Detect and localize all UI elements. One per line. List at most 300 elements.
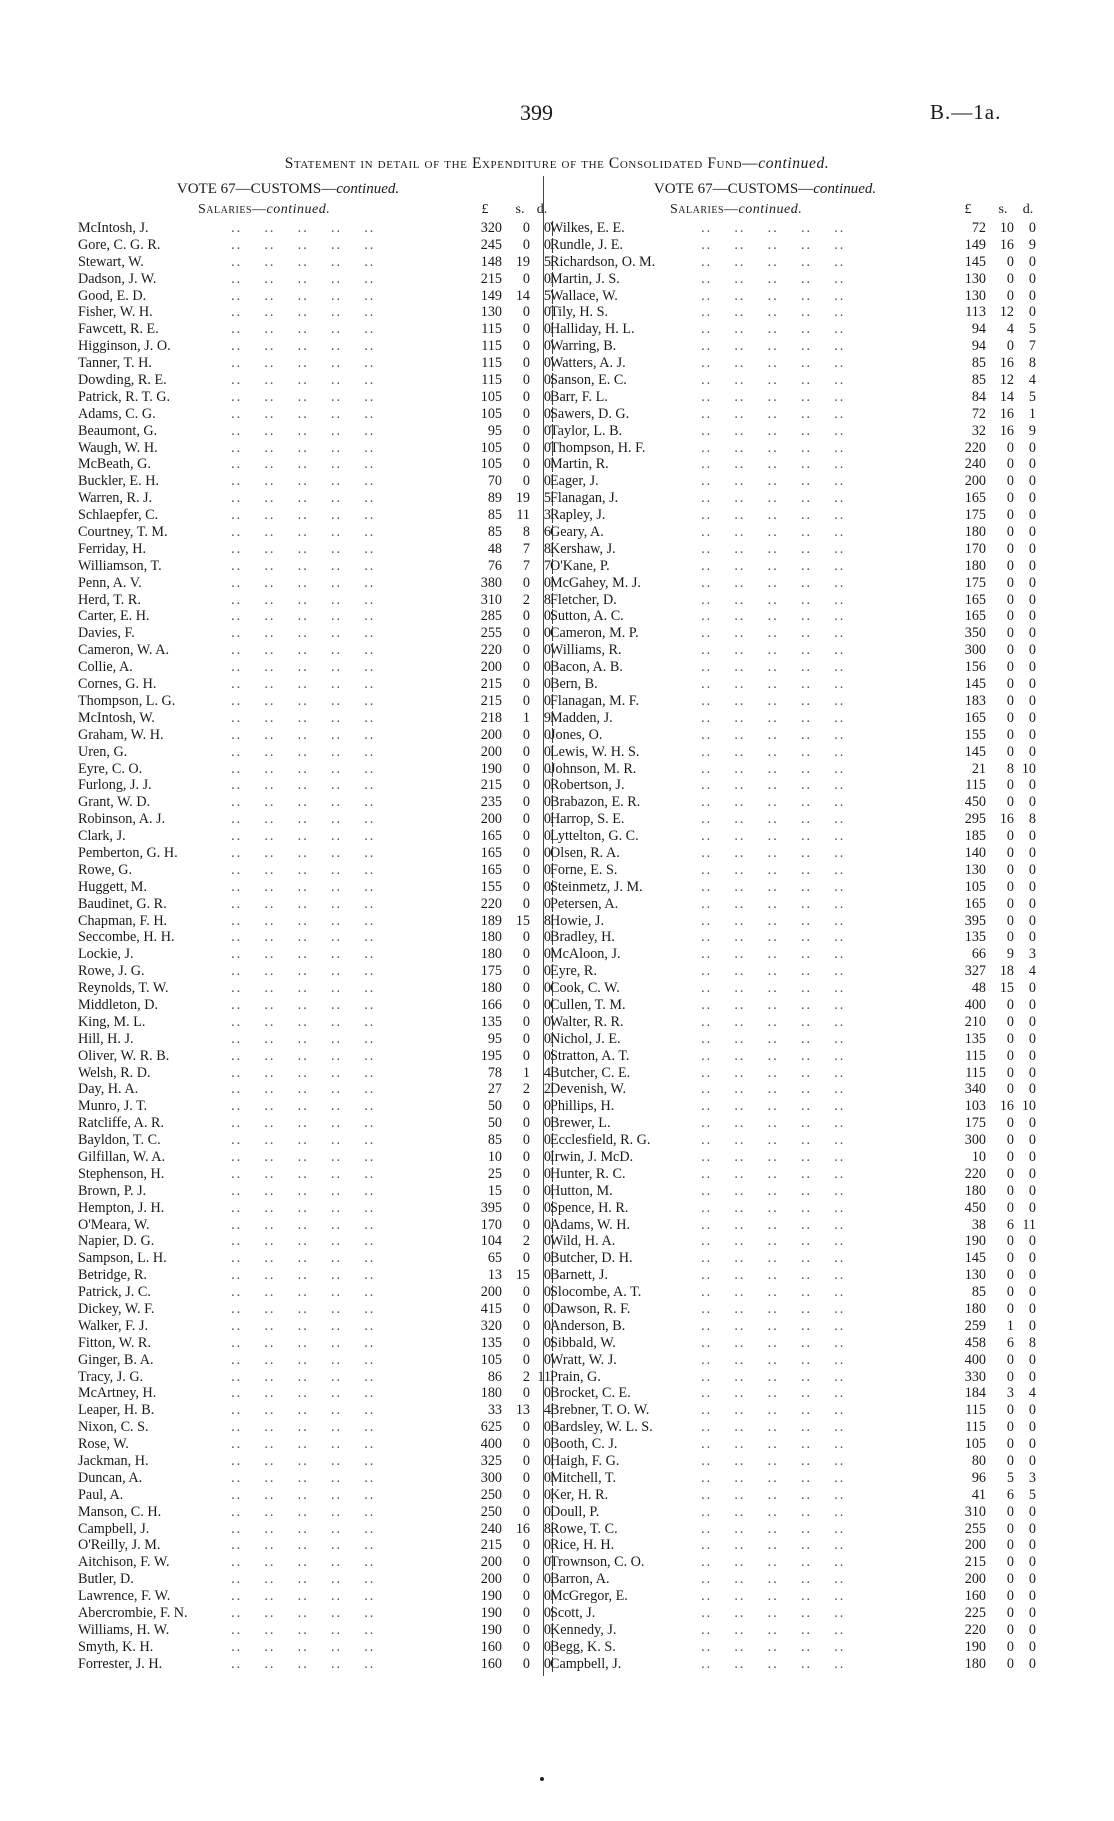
leader-dots: .. .. .. .. ..	[220, 1317, 376, 1334]
employee-name: Irwin, J. McD.	[550, 1148, 634, 1165]
amount-pence: 9	[1028, 236, 1036, 253]
amount-shillings: 0	[1006, 338, 1014, 355]
employee-name: Gore, C. G. R.	[78, 236, 161, 253]
amount-shillings: 14	[999, 388, 1014, 405]
table-row	[550, 692, 1036, 710]
amount-shillings: 0	[1006, 1233, 1014, 1250]
amount-pence: 0	[543, 726, 551, 743]
table-row	[550, 1655, 1036, 1673]
table-row	[550, 1469, 1036, 1487]
leader-dots: .. .. .. .. ..	[690, 1520, 846, 1537]
leader-dots: .. .. .. .. ..	[220, 861, 376, 878]
employee-name: Ferriday, H.	[78, 540, 147, 557]
amount-pounds: 155	[480, 878, 502, 895]
amount-pounds: 105	[480, 388, 502, 405]
amount-shillings: 0	[522, 1030, 530, 1047]
employee-name: Eager, J.	[550, 473, 599, 490]
leader-dots: .. .. .. .. ..	[690, 591, 846, 608]
amount-pounds: 200	[964, 473, 986, 490]
amount-shillings: 0	[522, 1503, 530, 1520]
employee-name: Prain, G.	[550, 1368, 601, 1385]
employee-name: Higginson, J. O.	[78, 338, 171, 355]
table-row	[78, 1605, 551, 1622]
amount-shillings: 0	[522, 1317, 530, 1334]
leader-dots: .. .. .. .. ..	[690, 726, 846, 743]
amount-pounds: 105	[480, 456, 502, 473]
amount-pounds: 200	[480, 659, 502, 676]
amount-pounds: 200	[480, 1571, 502, 1588]
amount-shillings: 0	[1006, 524, 1014, 541]
amount-shillings: 0	[522, 304, 530, 321]
left-section-label: Salaries—	[198, 202, 267, 217]
leader-dots: .. .. .. .. ..	[690, 1098, 846, 1115]
right-salary-list	[550, 220, 1036, 1673]
table-row	[550, 1081, 1036, 1098]
amount-shillings: 0	[1006, 253, 1014, 270]
table-row	[78, 1419, 551, 1436]
amount-pounds: 400	[964, 996, 986, 1013]
amount-shillings: 0	[1006, 692, 1014, 709]
amount-pence: 5	[1028, 388, 1036, 405]
table-row	[550, 1368, 1036, 1386]
leader-dots: .. .. .. .. ..	[690, 895, 846, 912]
table-row	[78, 1081, 551, 1098]
leader-dots: .. .. .. .. ..	[690, 473, 846, 490]
amount-pence: 0	[543, 405, 551, 422]
amount-shillings: 0	[1006, 1503, 1014, 1520]
table-row	[78, 1621, 551, 1639]
amount-shillings: 0	[522, 929, 530, 946]
amount-pence: 0	[543, 338, 551, 355]
table-row	[78, 777, 551, 794]
amount-pence: 8	[543, 591, 551, 608]
amount-pounds: 200	[480, 726, 502, 743]
employee-name: Middleton, D.	[78, 996, 158, 1013]
leader-dots: .. .. .. .. ..	[220, 287, 376, 304]
amount-pence: 10	[1021, 760, 1036, 777]
employee-name: Martin, R.	[550, 456, 609, 473]
amount-pounds: 165	[964, 591, 986, 608]
amount-shillings: 0	[1006, 608, 1014, 625]
amount-shillings: 0	[1006, 1436, 1014, 1453]
employee-name: McGahey, M. J.	[550, 574, 641, 591]
employee-name: Tanner, T. H.	[78, 355, 152, 372]
amount-pounds: 85	[487, 507, 502, 524]
leader-dots: .. .. .. .. ..	[220, 1520, 376, 1537]
amount-pounds: 113	[965, 304, 986, 321]
leader-dots: .. .. .. .. ..	[690, 321, 846, 338]
table-row	[550, 1047, 1036, 1065]
amount-pence: 9	[543, 709, 551, 726]
leader-dots: .. .. .. .. ..	[690, 608, 846, 625]
amount-pence: 0	[543, 844, 551, 861]
leader-dots: .. .. .. .. ..	[690, 1284, 846, 1301]
amount-pence: 0	[1028, 439, 1036, 456]
table-row	[78, 709, 551, 727]
leader-dots: .. .. .. .. ..	[690, 405, 846, 422]
employee-name: Brewer, L.	[550, 1115, 611, 1132]
employee-name: Patrick, J. C.	[78, 1284, 151, 1301]
amount-pence: 0	[1028, 642, 1036, 659]
employee-name: Stephenson, H.	[78, 1165, 165, 1182]
amount-pounds: 300	[964, 1132, 986, 1149]
amount-shillings: 0	[522, 811, 530, 828]
amount-shillings: 4	[1006, 321, 1014, 338]
amount-shillings: 5	[1006, 1469, 1014, 1486]
employee-name: Warren, R. J.	[78, 490, 153, 507]
employee-name: Stratton, A. T.	[550, 1047, 630, 1064]
amount-pounds: 170	[480, 1216, 502, 1233]
amount-pounds: 66	[971, 946, 986, 963]
amount-pounds: 165	[964, 608, 986, 625]
table-row	[78, 507, 551, 524]
amount-shillings: 0	[1006, 828, 1014, 845]
amount-pounds: 180	[964, 1655, 986, 1672]
amount-pence: 0	[543, 625, 551, 642]
table-row	[550, 557, 1036, 575]
leader-dots: .. .. .. .. ..	[690, 1503, 846, 1520]
employee-name: Rundle, J. E.	[550, 236, 623, 253]
amount-pounds: 215	[964, 1554, 986, 1571]
table-row	[78, 895, 551, 913]
amount-pounds: 130	[964, 861, 986, 878]
amount-pence: 0	[1028, 1436, 1036, 1453]
amount-shillings: 0	[1006, 1301, 1014, 1317]
employee-name: Sanson, E. C.	[550, 372, 627, 389]
table-row	[78, 861, 551, 879]
table-row	[78, 1148, 551, 1166]
amount-pounds: 15	[487, 1182, 502, 1199]
amount-shillings: 6	[1006, 1486, 1014, 1503]
employee-name: Thompson, L. G.	[78, 692, 176, 709]
employee-name: Wild, H. A.	[550, 1233, 616, 1250]
leader-dots: .. .. .. .. ..	[220, 692, 376, 709]
amount-pounds: 27	[487, 1081, 502, 1098]
amount-pence: 0	[543, 1571, 551, 1588]
leader-dots: .. .. .. .. ..	[690, 1250, 846, 1267]
amount-shillings: 0	[522, 1098, 530, 1115]
amount-pence: 0	[1028, 1030, 1036, 1047]
amount-shillings: 0	[522, 659, 530, 676]
amount-shillings: 0	[1006, 1148, 1014, 1165]
amount-shillings: 0	[522, 1351, 530, 1368]
table-row	[78, 963, 551, 980]
leader-dots: .. .. .. .. ..	[690, 692, 846, 709]
amount-pence: 1	[1028, 405, 1036, 422]
amount-pounds: 76	[487, 557, 502, 574]
employee-name: Huggett, M.	[78, 878, 147, 895]
amount-pence: 0	[1028, 878, 1036, 895]
amount-pence: 0	[1028, 794, 1036, 811]
amount-shillings: 0	[1006, 996, 1014, 1013]
amount-shillings: 0	[1006, 490, 1014, 507]
leader-dots: .. .. .. .. ..	[690, 1655, 846, 1672]
table-row	[550, 1503, 1036, 1521]
amount-pounds: 400	[964, 1351, 986, 1368]
amount-pence: 0	[543, 811, 551, 828]
leader-dots: .. .. .. .. ..	[220, 1571, 376, 1588]
table-row	[78, 338, 551, 355]
amount-pence: 3	[1028, 1469, 1036, 1486]
amount-shillings: 0	[522, 1571, 530, 1588]
table-row	[78, 946, 551, 963]
amount-pounds: 450	[964, 794, 986, 811]
amount-shillings: 0	[1006, 676, 1014, 693]
amount-shillings: 0	[1006, 1537, 1014, 1554]
employee-name: Robertson, J.	[550, 777, 625, 794]
employee-name: Haigh, F. G.	[550, 1453, 620, 1470]
amount-pence: 0	[543, 220, 551, 236]
amount-pounds: 165	[964, 490, 986, 507]
amount-pence: 10	[1021, 1098, 1036, 1115]
employee-name: Lewis, W. H. S.	[550, 743, 640, 760]
table-row	[78, 456, 551, 473]
amount-shillings: 12	[999, 372, 1014, 389]
leader-dots: .. .. .. .. ..	[690, 507, 846, 524]
table-row	[550, 760, 1036, 778]
amount-pence: 0	[1028, 270, 1036, 287]
amount-shillings: 0	[522, 1655, 530, 1672]
amount-shillings: 2	[522, 1233, 530, 1250]
table-row	[550, 1621, 1036, 1639]
table-row	[550, 372, 1036, 389]
table-row	[550, 929, 1036, 946]
employee-name: Campbell, J.	[78, 1520, 150, 1537]
amount-shillings: 0	[522, 692, 530, 709]
amount-pounds: 310	[964, 1503, 986, 1520]
amount-pence: 0	[1028, 996, 1036, 1013]
amount-shillings: 0	[1006, 1064, 1014, 1081]
leader-dots: .. .. .. .. ..	[690, 946, 846, 963]
employee-name: Aitchison, F. W.	[78, 1554, 170, 1571]
amount-pence: 0	[543, 1115, 551, 1132]
amount-shillings: 0	[1006, 473, 1014, 490]
amount-shillings: 0	[522, 861, 530, 878]
amount-shillings: 0	[522, 946, 530, 963]
left-column	[78, 178, 551, 1673]
amount-pounds: 21	[971, 760, 986, 777]
amount-pence: 0	[1028, 980, 1036, 997]
table-row	[78, 692, 551, 710]
amount-shillings: 0	[522, 980, 530, 997]
amount-shillings: 0	[522, 760, 530, 777]
amount-shillings: 13	[515, 1402, 530, 1419]
table-row	[550, 878, 1036, 896]
leader-dots: .. .. .. .. ..	[220, 642, 376, 659]
employee-name: Nichol, J. E.	[550, 1030, 621, 1047]
amount-pence: 0	[543, 1199, 551, 1216]
page-mark	[540, 1777, 544, 1781]
amount-pence: 0	[1028, 692, 1036, 709]
leader-dots: .. .. .. .. ..	[690, 1317, 846, 1334]
amount-pence: 0	[1028, 1267, 1036, 1284]
table-row	[78, 659, 551, 676]
amount-pounds: 165	[964, 895, 986, 912]
amount-pence: 0	[1028, 1165, 1036, 1182]
table-row	[550, 304, 1036, 321]
amount-pounds: 84	[971, 388, 986, 405]
amount-pence: 0	[543, 355, 551, 372]
amount-pence: 0	[543, 1469, 551, 1486]
table-row	[78, 726, 551, 744]
employee-name: Dadson, J. W.	[78, 270, 157, 287]
amount-pence: 4	[1028, 1385, 1036, 1402]
employee-name: Cornes, G. H.	[78, 676, 157, 693]
leader-dots: .. .. .. .. ..	[220, 980, 376, 997]
amount-pence: 0	[543, 1250, 551, 1267]
amount-pence: 0	[1028, 1284, 1036, 1301]
amount-shillings: 19	[515, 253, 530, 270]
amount-pounds: 200	[964, 1571, 986, 1588]
amount-shillings: 0	[522, 1182, 530, 1199]
leader-dots: .. .. .. .. ..	[690, 811, 846, 828]
amount-shillings: 0	[522, 844, 530, 861]
left-shillings-header: s.	[515, 202, 525, 217]
table-row	[78, 1233, 551, 1250]
amount-pounds: 115	[965, 1419, 986, 1436]
leader-dots: .. .. .. .. ..	[220, 591, 376, 608]
amount-pence: 0	[1028, 591, 1036, 608]
table-row	[78, 1453, 551, 1470]
table-row	[550, 676, 1036, 693]
amount-pounds: 340	[964, 1081, 986, 1098]
amount-shillings: 0	[1006, 895, 1014, 912]
amount-pounds: 450	[964, 1199, 986, 1216]
amount-shillings: 0	[1006, 929, 1014, 946]
amount-pence: 0	[1028, 304, 1036, 321]
amount-pounds: 210	[964, 1013, 986, 1030]
employee-name: Spence, H. R.	[550, 1199, 629, 1216]
table-row	[550, 1334, 1036, 1352]
leader-dots: .. .. .. .. ..	[220, 338, 376, 355]
amount-pence: 0	[543, 895, 551, 912]
amount-pounds: 115	[965, 1047, 986, 1064]
amount-pounds: 115	[481, 338, 502, 355]
table-row	[550, 895, 1036, 913]
amount-pence: 0	[1028, 456, 1036, 473]
leader-dots: .. .. .. .. ..	[220, 912, 376, 929]
amount-shillings: 0	[522, 456, 530, 473]
leader-dots: .. .. .. .. ..	[690, 287, 846, 304]
statement-title	[0, 155, 1114, 173]
leader-dots: .. .. .. .. ..	[690, 1638, 846, 1655]
amount-pounds: 85	[971, 372, 986, 389]
amount-pounds: 10	[971, 1148, 986, 1165]
amount-shillings: 0	[1006, 726, 1014, 743]
amount-shillings: 0	[522, 895, 530, 912]
amount-shillings: 0	[1006, 743, 1014, 760]
left-section-continued: continued.	[266, 202, 331, 217]
leader-dots: .. .. .. .. ..	[220, 1047, 376, 1064]
amount-pounds: 300	[480, 1469, 502, 1486]
leader-dots: .. .. .. .. ..	[220, 524, 376, 541]
table-row	[78, 1638, 551, 1656]
leader-dots: .. .. .. .. ..	[220, 996, 376, 1013]
leader-dots: .. .. .. .. ..	[690, 828, 846, 845]
table-row	[78, 642, 551, 659]
table-row	[550, 1098, 1036, 1115]
leader-dots: .. .. .. .. ..	[220, 1554, 376, 1571]
leader-dots: .. .. .. .. ..	[220, 1436, 376, 1453]
leader-dots: .. .. .. .. ..	[690, 1605, 846, 1622]
amount-pence: 0	[543, 1453, 551, 1470]
leader-dots: .. .. .. .. ..	[220, 794, 376, 811]
amount-pounds: 85	[971, 1284, 986, 1301]
amount-pounds: 96	[971, 1469, 986, 1486]
leader-dots: .. .. .. .. ..	[690, 456, 846, 473]
amount-pounds: 148	[480, 253, 502, 270]
table-row	[78, 253, 551, 271]
amount-pence: 0	[1028, 253, 1036, 270]
amount-pounds: 135	[480, 1334, 502, 1351]
amount-pounds: 25	[487, 1165, 502, 1182]
amount-pounds: 165	[964, 709, 986, 726]
amount-shillings: 0	[1006, 1520, 1014, 1537]
amount-pence: 0	[543, 388, 551, 405]
employee-name: Forne, E. S.	[550, 861, 618, 878]
leader-dots: .. .. .. .. ..	[220, 760, 376, 777]
amount-pence: 0	[543, 676, 551, 693]
amount-pounds: 220	[964, 1621, 986, 1638]
table-row	[78, 1571, 551, 1588]
amount-pence: 0	[1028, 1655, 1036, 1672]
leader-dots: .. .. .. .. ..	[690, 1013, 846, 1030]
amount-shillings: 0	[522, 1453, 530, 1470]
amount-pence: 11	[1022, 1216, 1036, 1233]
employee-name: Eyre, R.	[550, 963, 597, 980]
leader-dots: .. .. .. .. ..	[690, 743, 846, 760]
amount-pence: 0	[543, 321, 551, 338]
table-row	[550, 236, 1036, 254]
employee-name: Robinson, A. J.	[78, 811, 166, 828]
leader-dots: .. .. .. .. ..	[690, 878, 846, 895]
right-vote-title: VOTE 67—CUSTOMS—	[653, 181, 814, 197]
table-row	[550, 1267, 1036, 1284]
amount-pence: 0	[1028, 1621, 1036, 1638]
amount-pence: 7	[1028, 338, 1036, 355]
employee-name: Steinmetz, J. M.	[550, 878, 643, 895]
amount-pence: 0	[543, 1233, 551, 1250]
leader-dots: .. .. .. .. ..	[690, 490, 846, 507]
amount-shillings: 0	[1006, 1013, 1014, 1030]
amount-pounds: 175	[480, 963, 502, 980]
employee-name: Watters, A. J.	[550, 355, 626, 372]
employee-name: Cullen, T. M.	[550, 996, 626, 1013]
amount-shillings: 0	[1006, 1165, 1014, 1182]
leader-dots: .. .. .. .. ..	[220, 1132, 376, 1149]
amount-pence: 0	[1028, 726, 1036, 743]
leader-dots: .. .. .. .. ..	[220, 1182, 376, 1199]
amount-shillings: 2	[522, 591, 530, 608]
employee-name: Ker, H. R.	[550, 1486, 609, 1503]
amount-pounds: 38	[971, 1216, 986, 1233]
leader-dots: .. .. .. .. ..	[220, 1453, 376, 1470]
leader-dots: .. .. .. .. ..	[220, 1165, 376, 1182]
employee-name: Stewart, W.	[78, 253, 144, 270]
amount-pence: 6	[543, 524, 551, 541]
table-row	[550, 777, 1036, 794]
table-row	[550, 1132, 1036, 1149]
amount-shillings: 0	[1006, 861, 1014, 878]
amount-pounds: 180	[480, 1385, 502, 1402]
amount-shillings: 11	[516, 507, 530, 524]
leader-dots: .. .. .. .. ..	[690, 777, 846, 794]
leader-dots: .. .. .. .. ..	[220, 1638, 376, 1655]
table-row	[550, 1419, 1036, 1436]
leader-dots: .. .. .. .. ..	[690, 1301, 846, 1317]
amount-pence: 0	[543, 1132, 551, 1149]
leader-dots: .. .. .. .. ..	[220, 507, 376, 524]
